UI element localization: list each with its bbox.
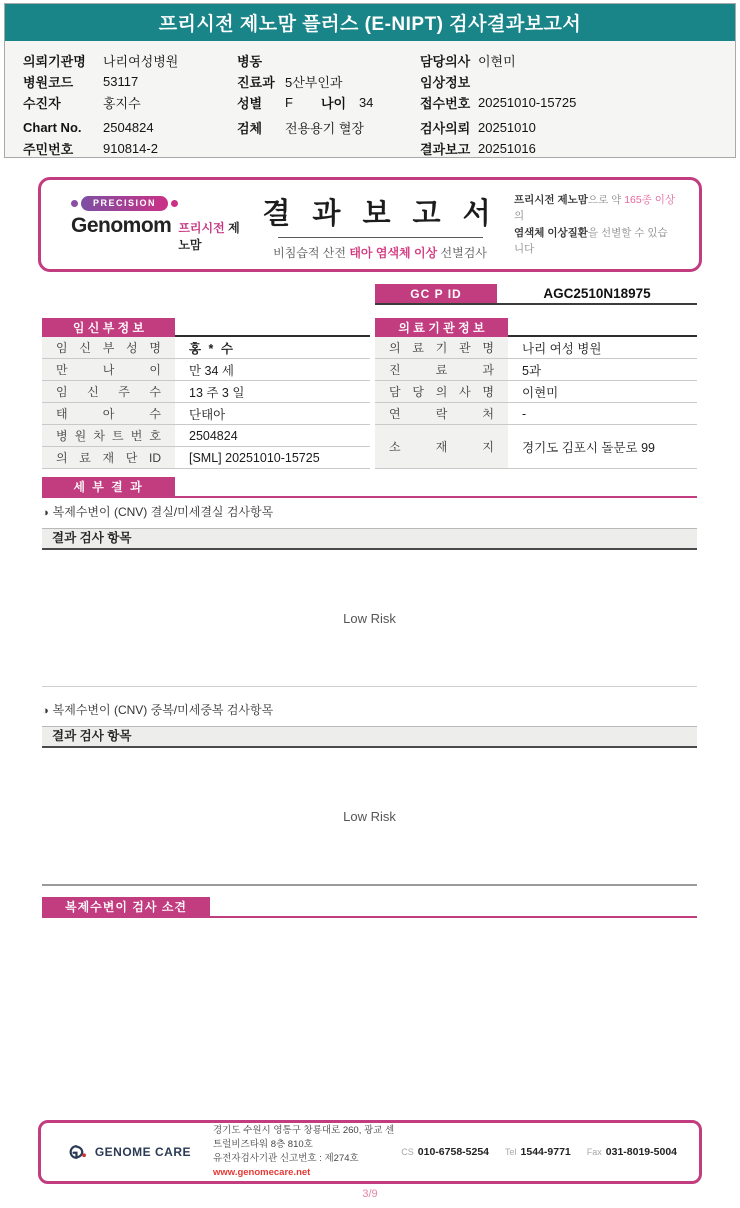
header-row: 임상정보 [420,75,471,90]
header-row: 결과보고 20251016 [420,141,536,157]
brand-name: Genomom [71,214,172,237]
header-row: 접수번호 20251010-15725 [420,95,577,111]
fax-contact: Fax 031-8019-5004 [586,1146,677,1158]
report-heading-title: 결 과 보 고 서 [262,197,498,230]
footer-contacts [401,1146,699,1158]
cs-contact: CS 010-6758-5254 [401,1146,490,1158]
report-title-text: 프리시전 제노맘 플러스 (E-NIPT) 검사결과보고서 [158,14,582,35]
header-row: 주민번호 910814-2 [23,141,158,157]
table-row: 만 나 이 만 34 세 [42,359,370,381]
patient-header-col3 [420,50,710,159]
table-row: 소 재 지 경기도 김포시 돌문로 99 [375,425,697,469]
table-row: 담 당 의 사 명 이현미 [375,381,697,403]
badge-dot-left [71,200,78,207]
genomecare-logo-icon [67,1140,89,1164]
patient-header-col2 [237,50,417,138]
cnv-deletion-column-header: 결과 검사 항목 [42,528,697,550]
footer-address [191,1124,401,1181]
risk-status: Low Risk [343,809,396,824]
cnv-opinion-header: 복제수변이 검사 소견 [42,897,697,918]
precision-badge: PRECISION [71,196,246,211]
report-title-bar [5,4,735,41]
header-row: 수진자 홍지수 [23,96,141,111]
gc-p-id-value: AGC2510N18975 [543,286,651,301]
genomecare-logo [41,1140,191,1164]
header-row: 검사의뢰 20251010 [420,120,536,136]
brand-name-korean: 프리시전 제노맘 [178,221,240,252]
patient-header-col1 [23,50,238,159]
half-circle-bullet-icon: ◑ [42,507,49,519]
header-row: Chart No. 2504824 [23,120,154,135]
report-heading [246,189,514,261]
cnv-deletion-title: ◑ 복제수변이 (CNV) 결실/미세결실 검사항목 [42,505,274,519]
gc-p-id-strip [375,284,697,305]
table-row: 진 료 과 5과 [375,359,697,381]
page-number: 3/9 [362,1188,378,1200]
report-heading-subtitle: 비침습적 산전 태아 염색체 이상 선별검사 [273,245,487,260]
table-row: 연 락 처 - [375,403,697,425]
cnv-deletion-result [42,551,697,687]
table-row: 임 신 주 수 13 주 3 일 [42,381,370,403]
website-link[interactable]: www.genomecare.net [213,1167,311,1179]
table-row: 임 신 부 성 명 홍 * 수 [42,337,370,359]
genomom-logo [41,196,246,253]
address-line1: 경기도 수원시 영통구 창룡대로 260, 광교 센트럴비즈타워 8층 810호 [213,1124,395,1150]
header-row: 진료과 5산부인과 [237,75,343,90]
badge-dot-right [171,200,178,207]
cnv-duplication-title: ◑ 복제수변이 (CNV) 중복/미세중복 검사항목 [42,703,274,717]
half-circle-bullet-icon: ◑ [42,705,49,717]
table-row: 의 료 기 관 명 나리 여성 병원 [375,337,697,359]
genomecare-logo-text: GENOME CARE [94,1145,191,1159]
institution-info-header: 의 료 기 관 정 보 [375,318,508,337]
screening-note: 프리시전 제노맘으로 약 165종 이상의 염색체 이상질환을 선별할 수 있습니다 [514,193,676,255]
table-row: 의 료 재 단 ID [SML] 20251010-15725 [42,447,370,469]
detail-results-header: 세 부 결 과 [42,477,697,498]
tel-contact: Tel 1544-9771 [505,1146,571,1158]
table-row: 병 원 차 트 번 호 2504824 [42,425,370,447]
gc-p-id-label: GC P ID [375,284,497,303]
institution-info-table [375,318,697,469]
header-row: 성별 F 나이 34 [237,95,374,111]
header-row: 의뢰기관명 나리여성병원 [23,54,179,69]
address-line2: 유전자검사기관 신고번호 : 제274호 [213,1153,359,1164]
header-row: 병동 [237,54,263,69]
brand-title-box [38,177,702,272]
header-row: 담당의사 이현미 [420,54,516,69]
pregnant-info-table [42,318,370,469]
footer [38,1120,702,1184]
cnv-duplication-result [42,749,697,886]
title-divider [278,237,483,238]
header-row: 병원코드 53117 [23,74,139,90]
risk-status: Low Risk [343,611,396,626]
table-row: 태 아 수 단태아 [42,403,370,425]
cnv-duplication-column-header: 결과 검사 항목 [42,726,697,748]
patient-header-panel [4,3,736,158]
pregnant-info-header: 임 신 부 정 보 [42,318,175,337]
header-row: 검체 전용용기 혈장 [237,121,364,136]
